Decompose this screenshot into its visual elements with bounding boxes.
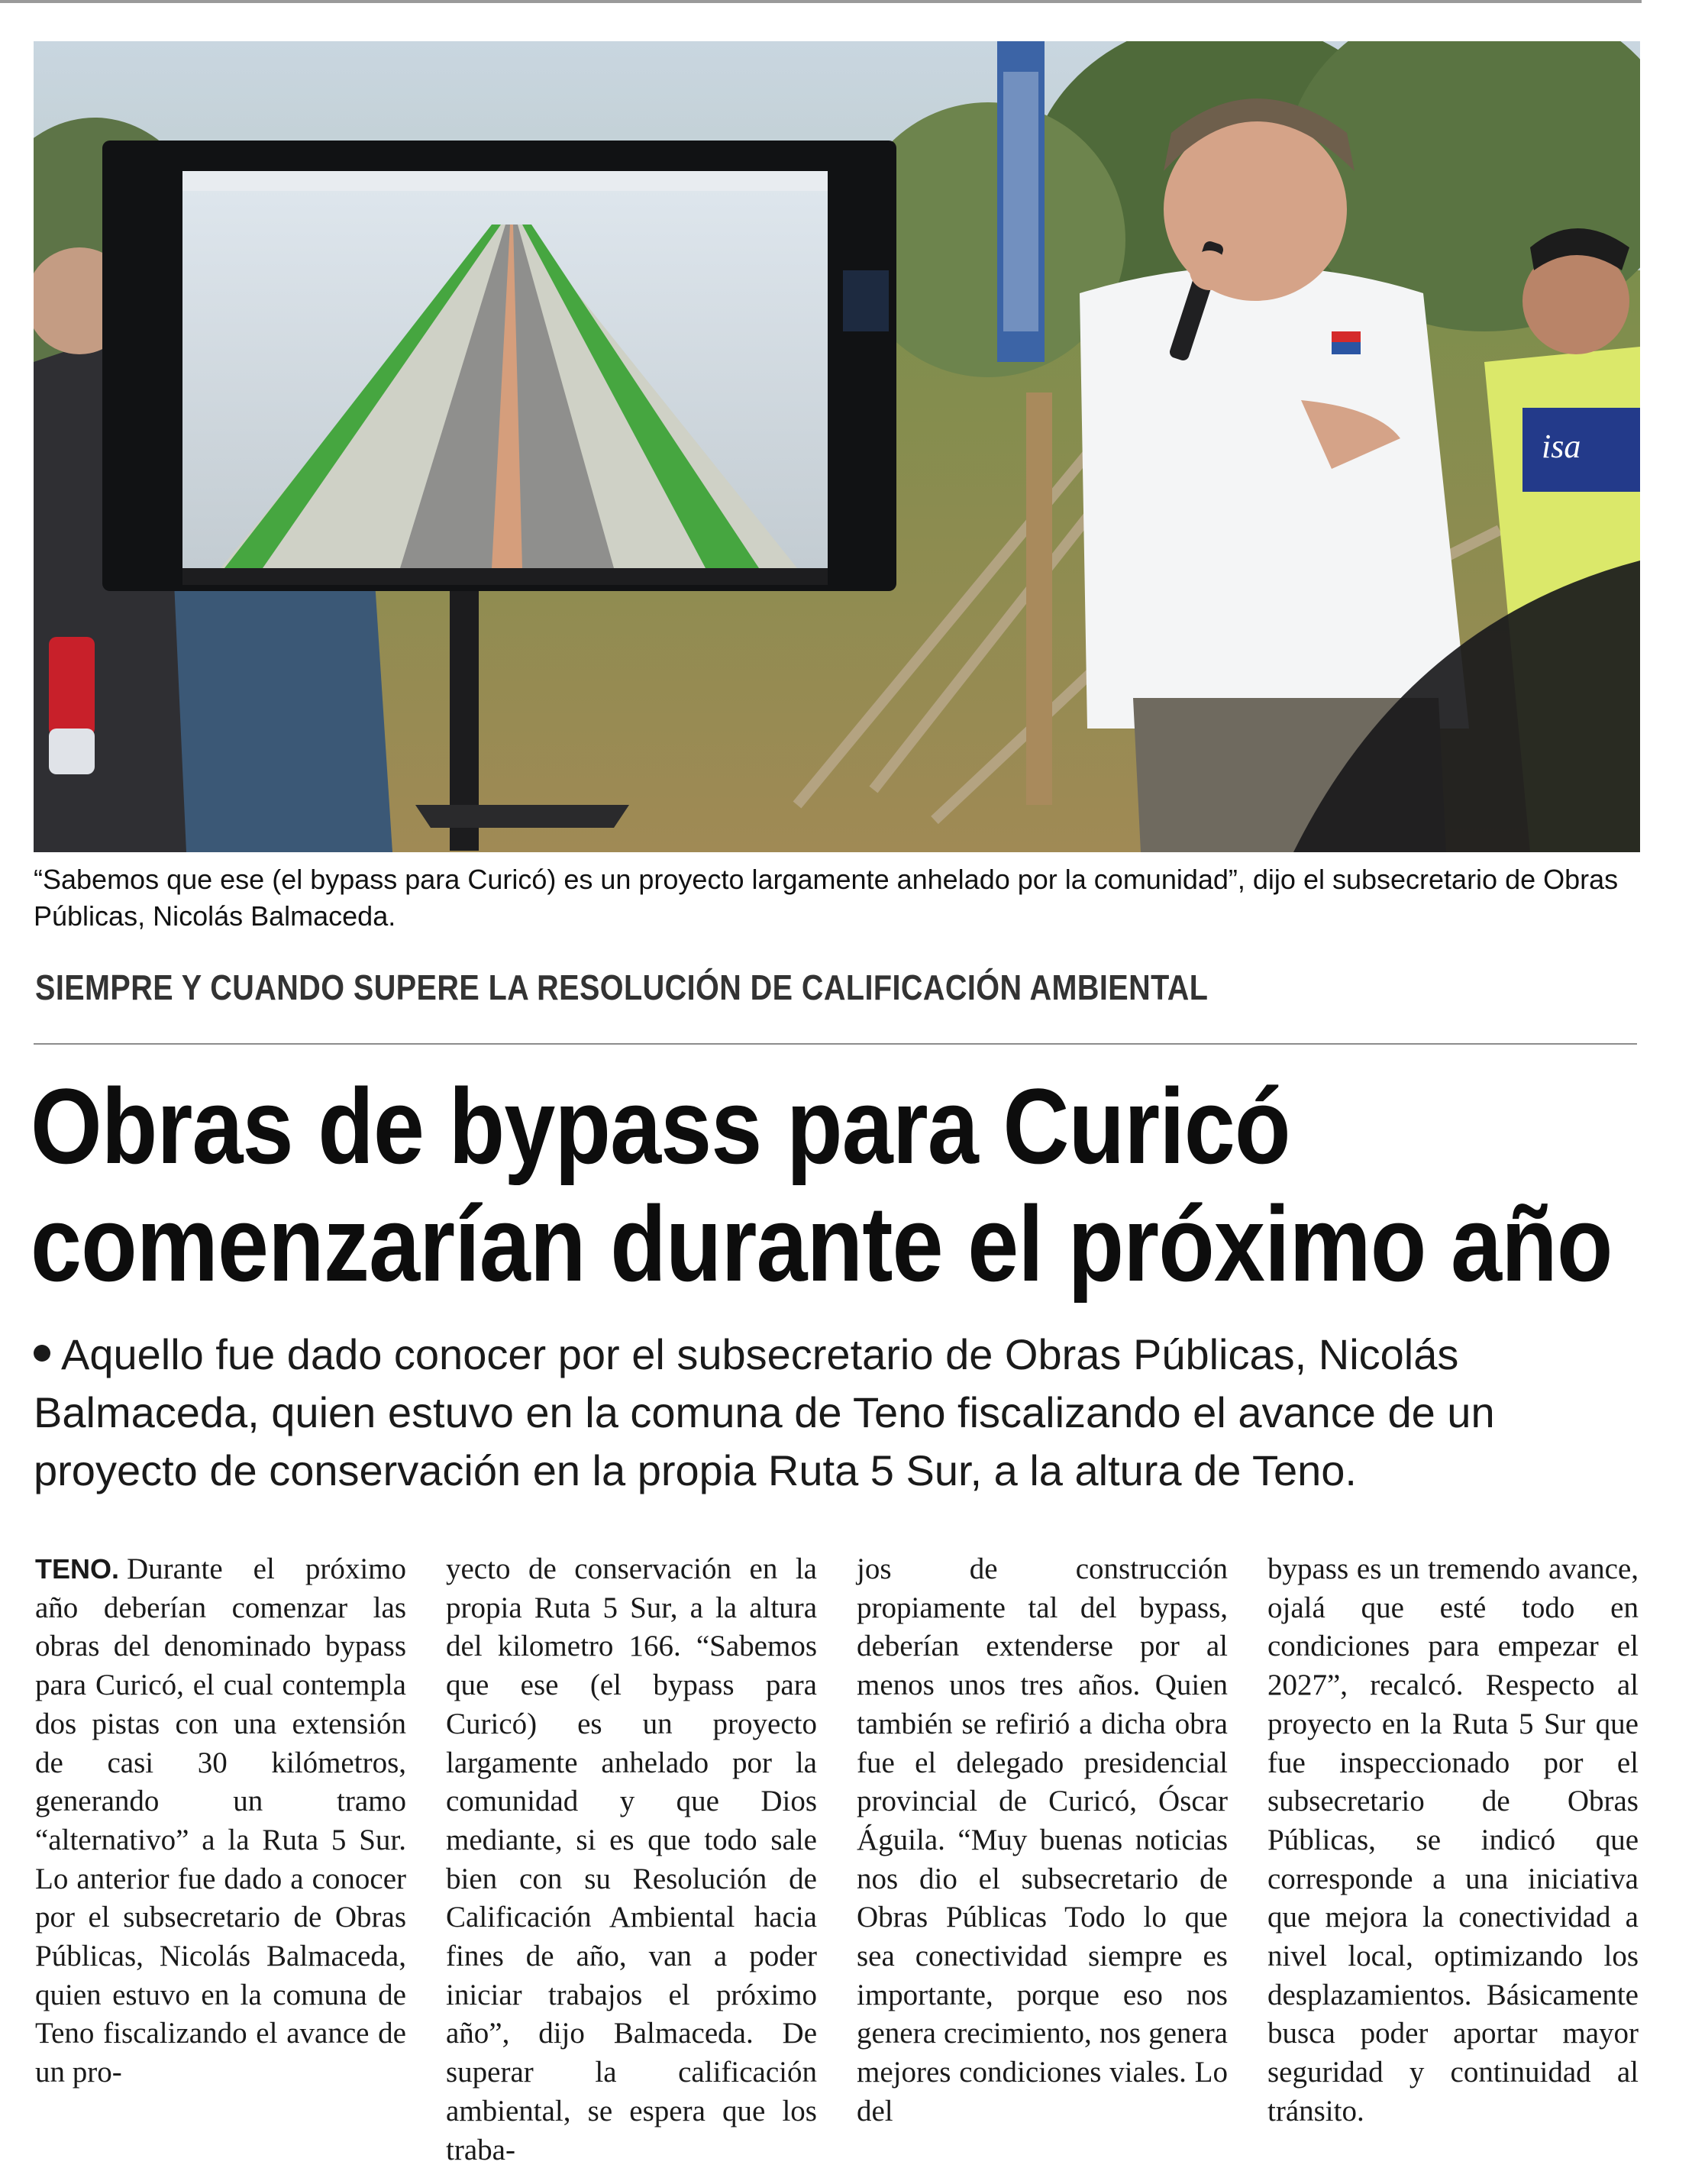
bullet-icon [34,1345,50,1362]
headline-line-1: Obras de bypass para Curicó [31,1066,1290,1186]
article-photo [34,41,1640,852]
article-body [35,1550,1639,2169]
kicker-divider [34,1043,1637,1045]
body-column-4 [1267,1550,1639,2169]
lead-paragraph [34,1326,1645,1500]
headline [31,1066,1613,1304]
body-column-3-text: jos de construcción propiamente tal del bypass, deberían extenderse por al menos unos tres años. Quien también se refirió a dicha obra fue el delegado presidencial provincial de Curicó, Óscar Águila. “Muy buenas noticias nos dio el subsecretario de Obras Públicas Todo lo que sea conectividad siempre es importante, porque eso nos genera crecimiento, nos genera mejores condiciones viales. Lo del [857,1552,1228,2127]
headline-line-2: comenzarían durante el próximo año [31,1184,1613,1304]
dateline: TENO. [35,1553,120,1585]
press-conference-photo-illustration [34,41,1640,852]
body-column-1 [35,1550,406,2169]
lead-text: Aquello fue dado conocer por el subsecretario de Obras Públicas, Nicolás Balmaceda, quien estuvo en la comuna de Teno fiscalizando el avance de un proyecto de conservación en la propia Ruta 5 Sur, a la altura de Teno. [34,1330,1495,1494]
photo-caption: “Sabemos que ese (el bypass para Curicó) es un proyecto largamente anhelado por la comunidad”, dijo el subsecretario de Obras Públicas, Nicolás Balmaceda. [34,864,1619,932]
top-rule [0,0,1642,3]
body-column-4-text: bypass es un tremendo avance, ojalá que esté todo en condiciones para empezar el 2027”, recalcó. Respecto al proyecto en la Ruta 5 Sur que fue inspeccionado por el subsecretario de Obras Públicas, se indicó que corresponde a una iniciativa que mejora la conectividad a nivel local, optimizando los desplazamientos. Básicamente busca poder aportar mayor seguridad y continuidad al tránsito. [1267,1552,1639,2127]
body-column-2 [446,1550,817,2169]
isa-logo: isa [1542,428,1581,465]
kicker: SIEMPRE Y CUANDO SUPERE LA RESOLUCIÓN DE CALIFICACIÓN AMBIENTAL [35,968,1209,1007]
body-column-2-text: yecto de conservación en la propia Ruta 5 Sur, a la altura del kilometro 166. “Sabemos que ese (el bypass para Curicó) es un proyecto largamente anhelado por la comunidad y que Dios mediante, si es que todo sale bien con su Resolución de Calificación Ambiental hacia fines de año, van a poder iniciar trabajos el próximo año”, dijo Balmaceda. De superar la calificación ambiental, se espera que los traba- [446,1552,817,2166]
body-column-1-text: Durante el próximo año deberían comenzar las obras del denominado bypass para Curicó, el cual contempla dos pistas con una extensión de casi 30 kilómetros, generando un tramo “alternativo” a la Ruta 5 Sur. Lo anterior fue dado a conocer por el subsecretario de Obras Públicas, Nicolás Balmaceda, quien estuvo en la comuna de Teno fiscalizando el avance de un pro- [35,1552,406,2089]
body-column-3 [857,1550,1228,2169]
